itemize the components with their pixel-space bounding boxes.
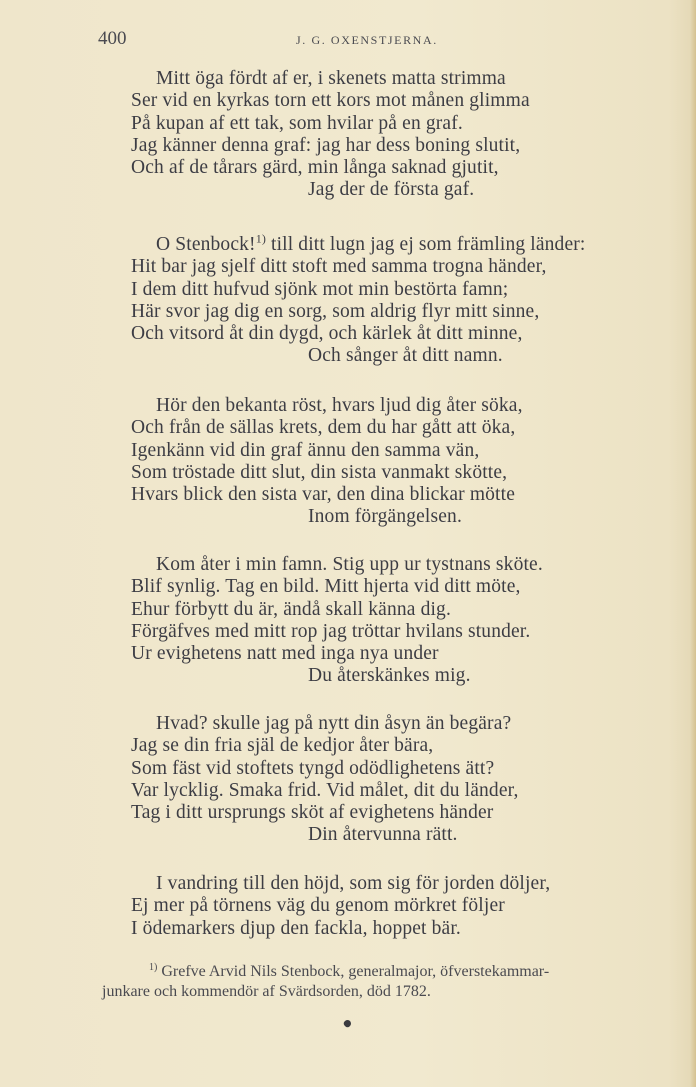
stanza-2 — [131, 231, 661, 368]
verse-line: Mitt öga fördt af er, i skenets matta strimma — [156, 68, 506, 89]
verse-line: Ej mer på törnens väg du genom mörkret följer — [131, 895, 505, 917]
verse-refrain: Jag der de första gaf. — [308, 179, 475, 201]
stanza-6 — [131, 873, 661, 940]
page-edge — [690, 0, 696, 1087]
verse-line: Och af de tårars gärd, min långa saknad gjutit, — [131, 157, 499, 179]
running-head: J. G. OXENSTJERNA. — [296, 33, 438, 47]
verse-text: O Stenbock! — [156, 234, 256, 255]
verse-line: Ehur förbytt du är, ändå skall känna dig. — [131, 598, 451, 620]
footnote-text: Grefve Arvid Nils Stenbock, generalmajor, öfverstekammar- — [161, 963, 550, 980]
verse-line: Som tröstade ditt slut, din sista vanmakt skötte, — [131, 461, 508, 483]
stanza-5 — [131, 713, 661, 847]
verse-line: Hit bar jag sjelf ditt stoft med samma trogna händer, — [131, 256, 547, 278]
verse-line: Hör den bekanta röst, hvars ljud dig åter söka, — [156, 395, 523, 416]
verse-refrain: Du återskänkes mig. — [308, 665, 471, 687]
verse-line: I ödemarkers djup den fackla, hoppet bär. — [131, 917, 461, 939]
verse-line: I dem ditt hufvud sjönk mot min bestörta famn; — [131, 278, 509, 300]
verse-line: Och vitsord åt din dygd, och kärlek åt ditt minne, — [131, 323, 523, 345]
verse-refrain: Din återvunna rätt. — [308, 824, 458, 846]
verse-line: Jag se din fria själ de kedjor åter bära, — [131, 735, 434, 757]
verse-line: På kupan af ett tak, som hvilar på en graf. — [131, 112, 463, 134]
footnote-reference: 1) — [255, 231, 266, 246]
verse-line: Kom åter i min famn. Stig upp ur tystnans sköte. — [156, 554, 543, 575]
stanza-1 — [131, 68, 661, 202]
verse-line: Hvars blick den sista var, den dina blickar mötte — [131, 484, 516, 506]
verse-line — [131, 231, 661, 256]
footnote-mark: 1) — [149, 961, 158, 973]
verse-line: Tag i ditt ursprungs sköt af evighetens händer — [131, 802, 494, 824]
verse-line: Igenkänn vid din graf ännu den samma vän, — [131, 439, 480, 461]
verse-line: Var lycklig. Smaka frid. Vid målet, dit du länder, — [131, 779, 519, 801]
verse-line: Hvad? skulle jag på nytt din åsyn än begära? — [156, 713, 512, 734]
verse-line: Ur evighetens natt med inga nya under — [131, 643, 439, 665]
verse-line: Som fäst vid stoftets tyngd odödlighetens ätt? — [131, 757, 495, 779]
verse-line: Och från de sällas krets, dem du har gått att öka, — [131, 417, 516, 439]
verse-line: I vandring till den höjd, som sig för jorden döljer, — [156, 873, 551, 894]
page-header — [0, 28, 696, 50]
stanza-3 — [131, 395, 661, 529]
footnote — [102, 961, 671, 1002]
footnote-line: junkare och kommendör af Svärdsorden, död 1782. — [102, 983, 431, 1000]
verse-line: Jag känner denna graf: jag har dess boning slutit, — [131, 134, 521, 156]
stanza-4 — [131, 554, 661, 688]
footnote-line — [131, 962, 671, 982]
verse-line: Förgäfves med mitt rop jag tröttar hvilans stunder. — [131, 620, 531, 642]
ornament-dot-icon — [343, 1019, 353, 1029]
verse-line: Här svor jag dig en sorg, som aldrig flyr mitt sinne, — [131, 300, 540, 322]
verse-refrain: Och sånger åt ditt namn. — [308, 345, 503, 367]
verse-line: Ser vid en kyrkas torn ett kors mot månen glimma — [131, 90, 530, 112]
page-number: 400 — [98, 28, 127, 49]
verse-line: Blif synlig. Tag en bild. Mitt hjerta vid ditt möte, — [131, 576, 521, 598]
verse-text: till ditt lugn jag ej som främling länder: — [265, 234, 586, 255]
verse-refrain: Inom förgängelsen. — [308, 506, 462, 528]
